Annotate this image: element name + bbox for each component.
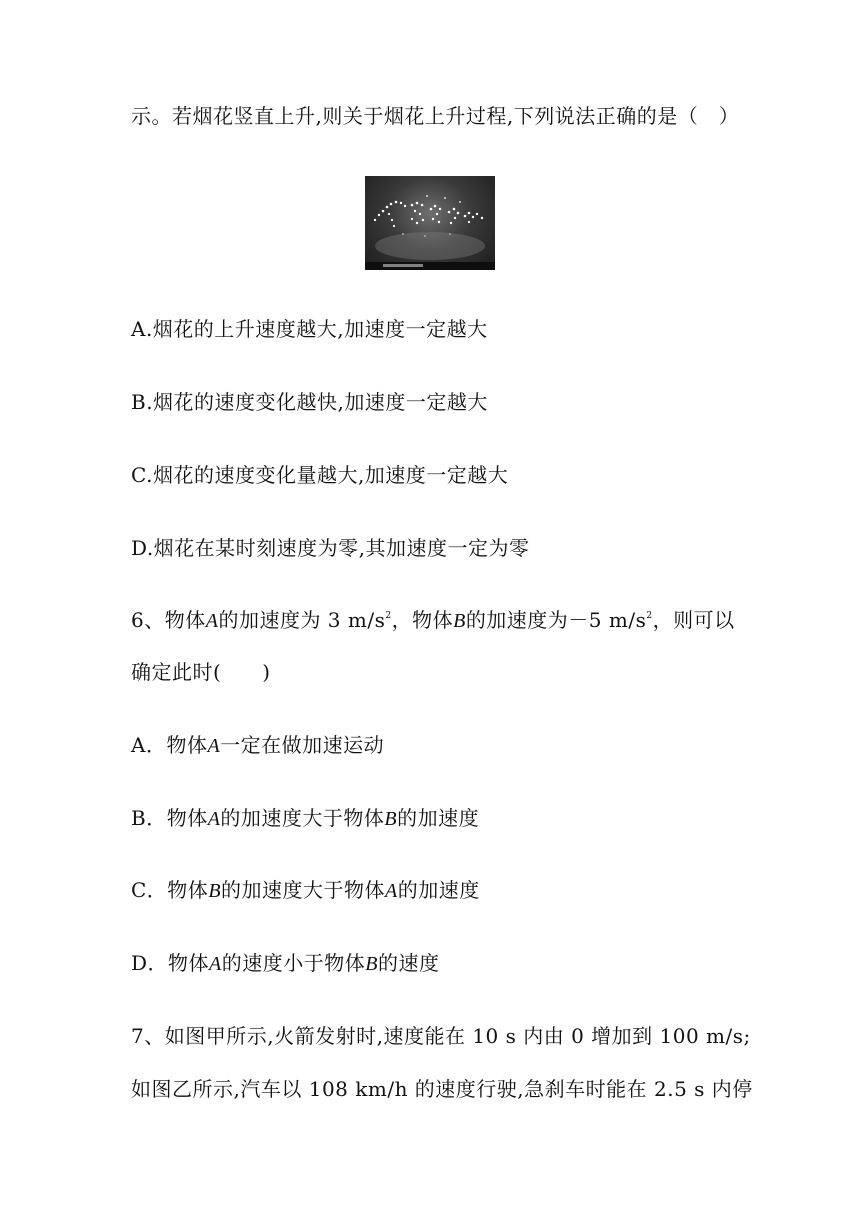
q6-option-text: A．物体 xyxy=(131,733,208,757)
q6-stem-text: 的加速度为 3 m/s xyxy=(218,608,386,632)
q6-option-a xyxy=(131,733,384,758)
q6-option-text: C．物体 xyxy=(131,878,209,902)
q5-option-c: C.烟花的速度变化量越大,加速度一定越大 xyxy=(131,463,509,487)
q5-option-b: B.烟花的速度变化越快,加速度一定越大 xyxy=(131,390,488,414)
q6-stem-text: 的加速度为－5 m/s xyxy=(465,608,647,632)
q7-stem-line1: 7、如图甲所示,火箭发射时,速度能在 10 s 内由 0 增加到 100 m/s; xyxy=(131,1024,751,1048)
q6-option-text: 的速度 xyxy=(377,951,440,975)
q6-option-text: 一定在做加速运动 xyxy=(220,733,385,757)
q6-option-var: A xyxy=(207,808,221,830)
q6-option-b xyxy=(131,806,479,831)
q6-option-text: 的加速度 xyxy=(397,806,480,830)
q6-option-text: 的速度小于物体 xyxy=(221,951,366,975)
q6-option-text: 的加速度 xyxy=(397,878,480,902)
q6-stem-line2: 确定此时( ) xyxy=(131,660,271,684)
q7-stem-line2: 如图乙所示,汽车以 108 km/h 的速度行驶,急刹车时能在 2.5 s 内停 xyxy=(131,1077,753,1101)
q6-option-var: A xyxy=(209,953,222,975)
fireworks-drawing xyxy=(365,176,495,270)
q6-option-var: A xyxy=(207,735,221,757)
q6-option-d xyxy=(131,951,439,976)
q6-stem-text: ，则可以 xyxy=(652,608,735,632)
q6-option-text: 的加速度大于物体 xyxy=(220,806,385,830)
q6-exponent: 2 xyxy=(385,611,392,621)
q6-option-var: B xyxy=(384,808,398,830)
q5-option-a: A.烟花的上升速度越大,加速度一定越大 xyxy=(131,317,488,341)
q6-number: 6、 xyxy=(131,608,165,632)
q6-option-text: D．物体 xyxy=(131,951,210,975)
q6-stem-text: 物体 xyxy=(164,608,206,632)
q6-option-var: A xyxy=(385,880,398,902)
q6-var-a: A xyxy=(205,610,219,632)
q6-option-var: B xyxy=(208,880,222,902)
q6-stem-text: ，物体 xyxy=(391,608,454,632)
fireworks-image xyxy=(365,176,495,270)
q6-stem-line1 xyxy=(131,608,735,633)
q5-option-d: D.烟花在某时刻速度为零,其加速度一定为零 xyxy=(131,536,530,560)
q6-var-b: B xyxy=(453,610,466,632)
q6-exponent: 2 xyxy=(646,611,653,621)
q6-option-text: B．物体 xyxy=(131,806,208,830)
q5-stem: 示。若烟花竖直上升,则关于烟花上升过程,下列说法正确的是（ ） xyxy=(131,104,740,128)
q6-option-var: B xyxy=(365,953,378,975)
q6-option-c xyxy=(131,878,480,903)
q6-option-text: 的加速度大于物体 xyxy=(221,878,386,902)
